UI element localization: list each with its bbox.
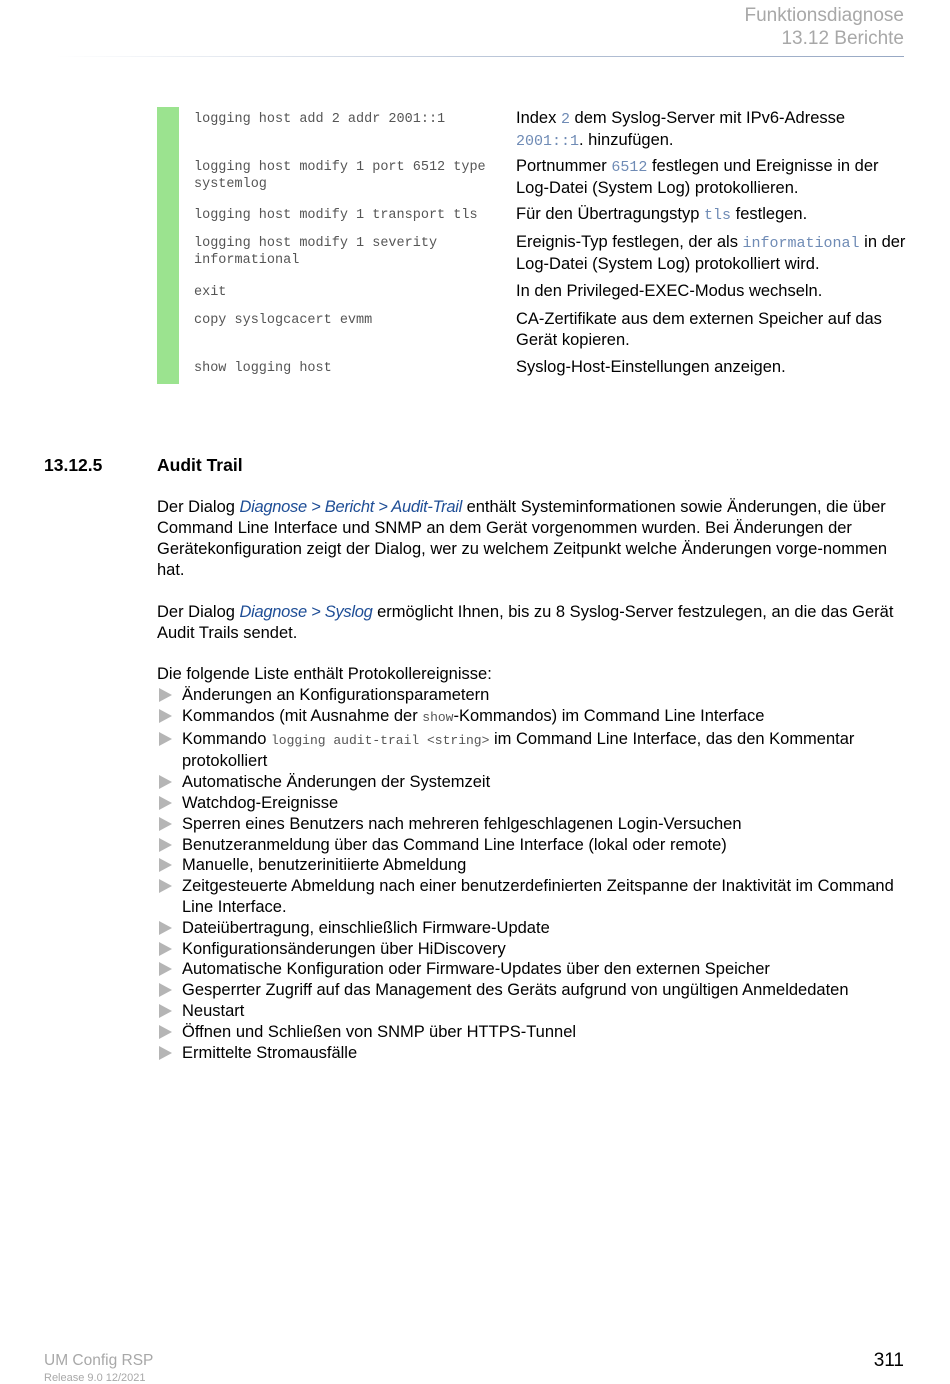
running-header	[745, 4, 905, 50]
list-item	[157, 793, 909, 814]
inline-text: Gesperrter Zugriff auf das Management des Geräts aufgrund von ungültigen Anmeldedaten	[182, 981, 849, 1000]
inline-text: Syslog-Host-Einstellungen anzeigen.	[516, 358, 786, 376]
inline-text: Konfigurationsänderungen über HiDiscovery	[182, 939, 506, 958]
inline-code: informational	[742, 235, 860, 252]
bullet-triangle-icon	[159, 688, 172, 702]
inline-code: 2001::1	[516, 133, 580, 150]
list-intro: Die folgende Liste enthält Protokollereignisse:	[157, 665, 492, 683]
inline-code: logging audit-trail <string>	[270, 732, 490, 748]
inline-text: In den Privileged-EXEC-Modus wechseln.	[516, 282, 823, 300]
list-item	[157, 939, 909, 960]
command-description	[516, 281, 911, 302]
list-item	[157, 918, 909, 939]
footer-release: Release 9.0 12/2021	[44, 1372, 146, 1384]
bullet-triangle-icon	[159, 775, 172, 789]
page-number: 311	[873, 1350, 904, 1371]
list-item	[157, 855, 909, 876]
inline-code: show	[422, 709, 454, 725]
inline-text: Neustart	[182, 1001, 245, 1020]
list-item	[157, 814, 909, 835]
list-item	[157, 1001, 909, 1022]
inline-text: Zeitgesteuerte Abmeldung nach einer benutzerdefinierten Zeitspanne der Inaktivität im Command Line Interface.	[182, 877, 894, 916]
command-table-accent-bar	[157, 107, 179, 384]
bullet-triangle-icon	[159, 962, 172, 976]
inline-text: Kommando	[182, 729, 271, 748]
list-item	[157, 706, 909, 729]
list-item	[157, 685, 909, 706]
command-description	[516, 309, 911, 351]
command-text: logging host modify 1 port 6512 type systemlog	[194, 160, 486, 192]
list-item	[157, 876, 909, 918]
inline-text: Sperren eines Benutzers nach mehreren fehlgeschlagenen Login-Versuchen	[182, 814, 742, 833]
inline-text: Ereignis-Typ festlegen, der als	[516, 233, 743, 251]
inline-text: Kommandos (mit Ausnahme der	[182, 706, 423, 725]
inline-text: CA-Zertifikate aus dem externen Speicher auf das Gerät kopieren.	[516, 310, 882, 349]
inline-text: Öffnen und Schließen von SNMP über HTTPS-Tunnel	[182, 1022, 577, 1041]
inline-text: Änderungen an Konfigurationsparametern	[182, 686, 490, 704]
bullet-triangle-icon	[159, 709, 172, 723]
header-divider	[56, 56, 904, 57]
inline-text: festlegen und Ereignisse in der Log-Datei (System Log) protokollieren.	[516, 157, 879, 197]
bullet-triangle-icon	[159, 921, 172, 935]
inline-text: Automatische Änderungen der Systemzeit	[182, 773, 491, 792]
inline-text: Für den Übertragungstyp	[516, 205, 705, 223]
inline-text: Dateiübertragung, einschließlich Firmware-Update	[182, 918, 550, 937]
command-text: logging host add 2 addr 2001::1	[194, 112, 446, 127]
inline-text: Benutzeranmeldung über das Command Line Interface (lokal oder remote)	[182, 835, 727, 854]
paragraph-syslog-dialog	[157, 602, 909, 644]
dialog-path-link[interactable]: Diagnose > Syslog	[239, 603, 373, 621]
command-text: logging host modify 1 severity informational	[194, 236, 438, 268]
bullet-triangle-icon	[159, 858, 172, 872]
command-text: copy syslogcacert evmm	[194, 313, 373, 328]
paragraph-text: Der Dialog	[157, 498, 240, 516]
list-item	[157, 980, 909, 1001]
command-description	[516, 108, 911, 152]
command-description	[516, 204, 911, 226]
bullet-triangle-icon	[159, 838, 172, 852]
list-item	[157, 772, 909, 793]
paragraph-text: ermöglicht Ihnen, bis zu 8 Syslog-Server festzulegen, an die das Gerät Audit Trails sendet.	[157, 603, 894, 642]
bullet-triangle-icon	[159, 1046, 172, 1060]
inline-text: Manuelle, benutzerinitiierte Abmeldung	[182, 856, 467, 875]
paragraph-text: enthält Systeminformationen sowie Änderungen, die über Command Line Interface und SNMP an dem Gerät vorgenommen wurden. Bei Änderungen der Gerätekonfiguration zeigt der Dialog, wer zu welchem Zeitpunkt welche Änderungen vorge-nommen hat.	[157, 498, 888, 579]
inline-text: in der Log-Datei (System Log) protokolliert wird.	[516, 233, 906, 273]
bullet-triangle-icon	[159, 983, 172, 997]
list-item	[157, 959, 909, 980]
command-description	[516, 357, 911, 378]
inline-text: im Command Line Interface, das den Kommentar protokolliert	[182, 729, 855, 771]
bullet-triangle-icon	[159, 1025, 172, 1039]
inline-text: -Kommandos) im Command Line Interface	[453, 706, 765, 725]
inline-text: dem Syslog-Server mit IPv6-Adresse	[569, 109, 846, 127]
command-text: show logging host	[194, 361, 332, 376]
list-item	[157, 835, 909, 856]
inline-text: festlegen.	[731, 205, 808, 223]
bullet-triangle-icon	[159, 942, 172, 956]
inline-text: Portnummer	[516, 157, 612, 175]
footer-document-title: UM Config RSP	[44, 1352, 154, 1369]
command-text: exit	[194, 285, 227, 300]
bullet-triangle-icon	[159, 732, 172, 746]
bullet-triangle-icon	[159, 796, 172, 810]
list-item	[157, 1043, 909, 1064]
protocol-event-list	[157, 685, 909, 1063]
bullet-triangle-icon	[159, 1004, 172, 1018]
inline-code: 2	[560, 111, 570, 128]
bullet-triangle-icon	[159, 879, 172, 893]
paragraph-audit-trail-dialog	[157, 497, 909, 581]
dialog-path-link[interactable]: Diagnose > Bericht > Audit-Trail	[239, 498, 462, 516]
inline-text: Automatische Konfiguration oder Firmware-Updates über den externen Speicher	[182, 960, 770, 979]
paragraph-text: Der Dialog	[157, 603, 240, 621]
header-section: 13.12 Berichte	[781, 28, 904, 49]
list-item	[157, 729, 909, 773]
command-text: logging host modify 1 transport tls	[194, 208, 478, 223]
inline-code: tls	[704, 207, 732, 224]
inline-text: Watchdog-Ereignisse	[182, 793, 339, 812]
inline-text: Index	[516, 109, 561, 127]
bullet-triangle-icon	[159, 817, 172, 831]
inline-text: Ermittelte Stromausfälle	[182, 1043, 358, 1062]
inline-text: . hinzufügen.	[579, 131, 674, 149]
command-description	[516, 232, 911, 275]
header-chapter: Funktionsdiagnose	[744, 5, 904, 26]
command-description	[516, 156, 911, 199]
inline-code: 6512	[611, 159, 648, 176]
section-number: 13.12.5	[44, 455, 103, 475]
list-item	[157, 1022, 909, 1043]
section-title: Audit Trail	[157, 455, 243, 475]
